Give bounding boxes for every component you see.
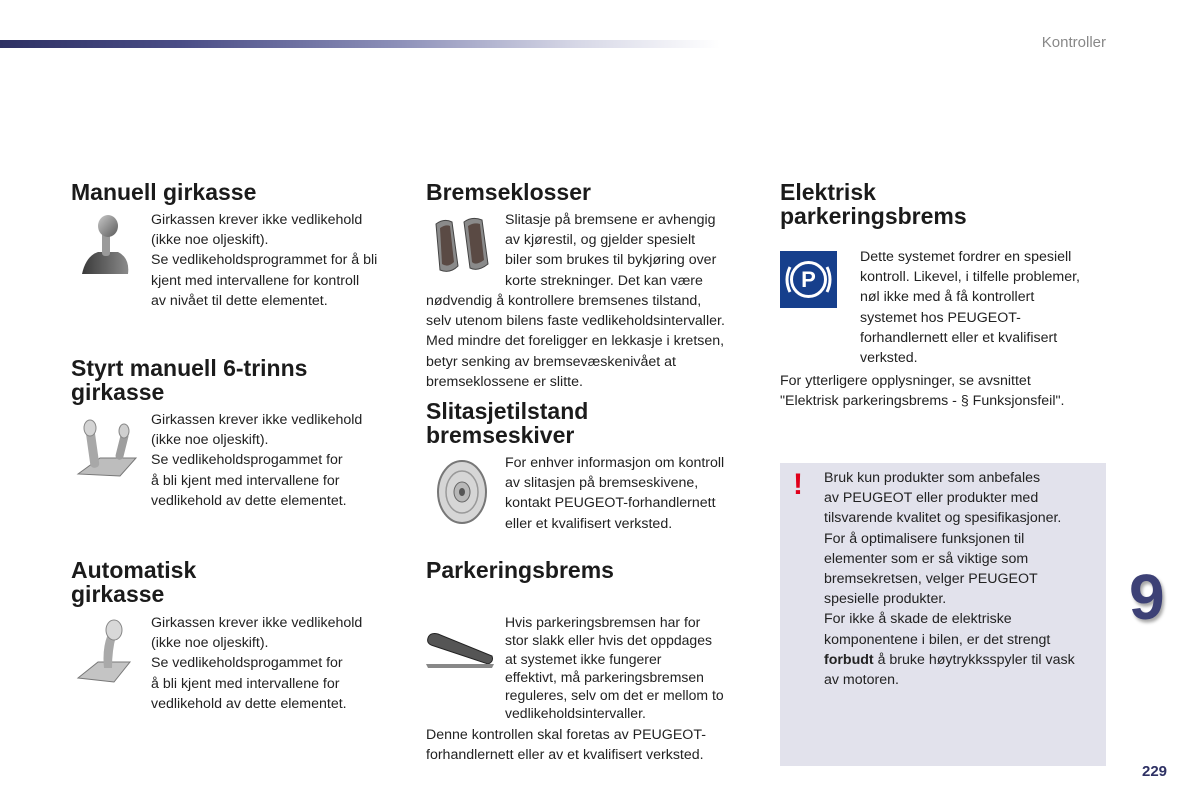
- svg-text:P: P: [801, 267, 816, 292]
- manual-gear-lever-icon: [76, 212, 136, 285]
- header-gradient-bar: [0, 40, 720, 48]
- electric-parking-brake-icon: [780, 251, 837, 308]
- warning-exclamation-icon: !: [793, 468, 803, 501]
- elektrisk-text-full: For ytterligere opplysninger, se avsnittet "Elektrisk parkeringsbrems - § Funksjonsfeil".: [780, 373, 1065, 410]
- chapter-number: 9: [1129, 561, 1165, 633]
- parkeringsbrems-heading: Parkeringsbrems: [426, 557, 614, 583]
- warning-text: Bruk kun produkter som anbefales av PEUGEOT eller produkter med tilsvarende kvalitet og spesifikasjoner. For å optimalisere funksjonen til elementer som er så viktige som bremsekretsen, velger PEUGEOT spesielle produkter. For ikke å skade de elektriske komponentene i bilen, er det strengt forbudt å bruke høytrykksspyler til vask av motoren.: [824, 470, 1075, 689]
- parkering-text-side: Hvis parkeringsbremsen har for stor slakk eller hvis det oppdages at systemet ikke fungerer effektivt, må parkeringsbremsen reguleres, selv om det er mellom to vedlikeholdsintervaller.: [505, 614, 724, 722]
- section-title: Kontroller: [1041, 34, 1106, 51]
- bremseklosser-text-side: Slitasje på bremsene er avhengig av kjørestil, og gjelder spesielt biler som brukes til bykjøring over korte strekninger. Det kan være: [505, 212, 717, 289]
- handbrake-lever-icon: [424, 630, 496, 675]
- brake-pads-icon: [428, 214, 494, 285]
- automatisk-girkasse-heading: Automatisk girkasse: [71, 557, 197, 607]
- styrt-text: Girkassen krever ikke vedlikehold (ikke noe oljeskift). Se vedlikeholdsprogammet for å bli kjent med intervallene for vedlikehold av dette elementet.: [151, 412, 363, 509]
- automatic-gear-lever-icon: [74, 618, 134, 691]
- slitasje-text: For enhver informasjon om kontroll av slitasjen på bremseskivene, kontakt PEUGEOT-forhandlernett eller et kvalifisert verksted.: [505, 455, 725, 532]
- automatisk-text: Girkassen krever ikke vedlikehold (ikke noe oljeskift). Se vedlikeholdsprogammet for å bli kjent med intervallene for vedlikehold av dette elementet.: [151, 615, 363, 712]
- page-number: 229: [1142, 763, 1168, 780]
- robotized-gear-lever-icon: [74, 418, 140, 485]
- slitasjetilstand-heading: Slitasjetilstand bremseskiver: [426, 398, 589, 448]
- brake-disc-icon: [432, 458, 492, 531]
- manuell-text: Girkassen krever ikke vedlikehold (ikke noe oljeskift). Se vedlikeholdsprogrammet for å bli kjent med intervallene for kontroll av nivået til dette elementet.: [151, 212, 378, 309]
- bremseklosser-heading: Bremseklosser: [426, 179, 591, 205]
- parkering-text-full: Denne kontrollen skal foretas av PEUGEOT- forhandlernett eller av et kvalifisert verksted.: [426, 727, 706, 764]
- warning-bold-word: forbudt: [824, 651, 874, 668]
- elektrisk-text-side: Dette systemet fordrer en spesiell kontroll. Likevel, i tilfelle problemer, nøl ikke med å få kontrollert systemet hos PEUGEOT- forhandlernett eller et kvalifisert verksted.: [860, 249, 1081, 367]
- manuell-girkasse-heading: Manuell girkasse: [71, 179, 257, 205]
- styrt-manuell-heading: Styrt manuell 6-trinns girkasse: [71, 355, 308, 405]
- bremseklosser-text-full: nødvendig å kontrollere bremsenes tilstand, selv utenom bilens faste vedlikeholdsintervaller. Med mindre det foreligger en lekkasje i kretsen, betyr senking av bremsevæskenivået at bremseklossene er slitte.: [426, 293, 725, 390]
- elektrisk-parkeringsbrems-heading: Elektrisk parkeringsbrems: [780, 179, 967, 229]
